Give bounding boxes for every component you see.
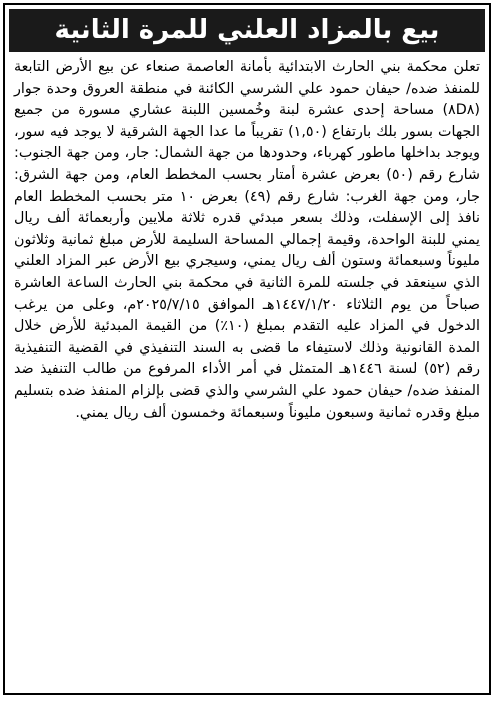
auction-notice (3, 3, 491, 695)
notice-body: تعلن محكمة بني الحارث الابتدائية بأمانة العاصمة صنعاء عن بيع الأرض التابعة للمنفذ ضده/ حيفان حمود علي الشرسي الكائنة في منطقة العروق وحدة جوار (٨D٨) مساحة إحدى عشرة لبنة وخُمسين اللبنة عشاري مسورة من جميع الجهات بسور بلك بارتفاع (١,٥٠) تقريباً ما عدا الجهة الشرقية لا يوجد فيه سور، ويوجد بداخلها ماطور كهرباء، وحدودها من جهة الشمال: جار، ومن جهة الجنوب: شارع رقم (٥٠) بعرض عشرة أمتار بحسب المخطط العام، ومن جهة الشرق: جار، ومن جهة الغرب: شارع رقم (٤٩) بعرض ١٠ متر بحسب المخطط العام نافذ إلى الإسفلت، وذلك بسعر مبدئي قدره ثلاثة ملايين وأربعمائة ألف ريال يمني للبنة الواحدة، وقيمة إجمالي المساحة السليمة للأرض مبلغ ثمانية وثلاثون مليوناً وسبعمائة وستون ألف ريال يمني، وسيجري بيع الأرض عبر المزاد العلني الذي سينعقد في جلسته للمرة الثانية في محكمة بني الحارث الساعة العاشرة صباحاً من يوم الثلاثاء ١٤٤٧/١/٢٠هـ الموافق ٢٠٢٥/٧/١٥م، وعلى من يرغب الدخول في المزاد عليه التقدم بمبلغ (١٠٪) من القيمة المبدئية للأرض خلال المدة القانونية وذلك لاستيفاء ما قضى به السند التنفيذي في القضية التنفيذية رقم (٥٢) لسنة ١٤٤٦هـ المتمثل في أمر الأداء المرفوع من طالب التنفيذ ضد المنفذ ضده/ حيفان حمود علي الشرسي والذي قضى بإلزام المنفذ ضده بتسليم مبلغ وقدره ثمانية وسبعون مليوناً وسبعمائة وخمسون ألف ريال يمني. (14, 59, 481, 421)
notice-title: بيع بالمزاد العلني للمرة الثانية (54, 15, 440, 45)
title-bar (9, 9, 485, 52)
